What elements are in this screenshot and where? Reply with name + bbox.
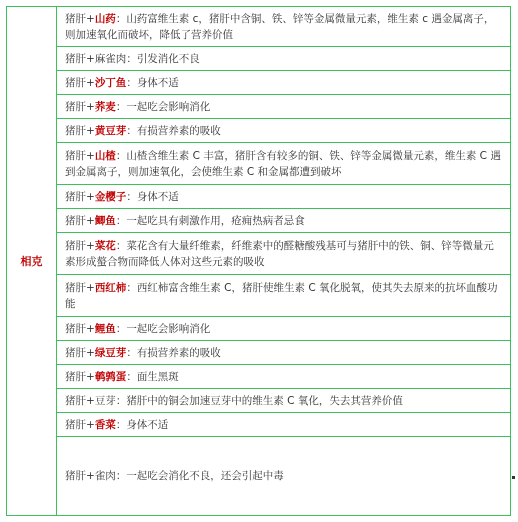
table-row: [57, 95, 510, 119]
row-prefix: 猪肝+: [65, 394, 95, 407]
row-text: [65, 213, 305, 229]
food-name: 菜花: [94, 239, 116, 252]
row-sep: ：: [115, 470, 127, 482]
food-name: 鹌鹑蛋: [94, 370, 127, 383]
table-row: [57, 119, 510, 143]
row-text: [65, 11, 504, 43]
table-row: [57, 437, 510, 515]
row-text: [65, 51, 200, 67]
row-text: [65, 280, 504, 312]
row-sep: ：: [126, 281, 137, 294]
table-row: [57, 389, 510, 413]
table-row: [57, 365, 510, 389]
table-row: [57, 341, 510, 365]
food-name: 山楂: [94, 149, 116, 162]
row-sep: ：: [115, 12, 127, 25]
food-name: 沙丁鱼: [94, 76, 127, 89]
row-desc: 身体不适: [136, 190, 179, 203]
table-row: [57, 47, 510, 71]
incompatibility-table: [6, 6, 511, 516]
row-text: [65, 369, 179, 385]
table-row: [57, 71, 510, 95]
row-desc: 有损营养素的吸收: [136, 346, 221, 359]
row-desc: 一起吃会影响消化: [126, 100, 211, 113]
food-name: 鲤鱼: [94, 322, 116, 335]
row-prefix: 猪肝+: [65, 76, 95, 89]
row-text: [65, 99, 210, 115]
row-desc: 山楂含维生素 C 丰富，猪肝含有较多的铜、铁、锌等金属微量元素，维生素 C 遇到金属离子，则加速氧化，会使维生素 C 和金属都遭到破坏: [65, 149, 501, 178]
row-text: [65, 321, 210, 337]
row-prefix: 猪肝+: [65, 239, 95, 252]
table-row: [57, 275, 510, 317]
food-name: 麻雀肉: [94, 52, 127, 65]
row-prefix: 猪肝+: [65, 322, 95, 335]
category-label: 相克: [20, 255, 43, 268]
table-row: [57, 143, 510, 185]
row-desc: 面生黑斑: [136, 370, 179, 383]
table-row: [57, 317, 510, 341]
row-sep: ：: [115, 418, 127, 431]
row-prefix: 猪肝+: [65, 346, 95, 359]
row-text: [65, 238, 504, 270]
row-sep: ：: [126, 76, 137, 89]
table-row: [57, 413, 510, 437]
row-text: [65, 417, 168, 433]
row-prefix: 猪肝+: [65, 418, 95, 431]
table-row: [57, 209, 510, 233]
row-sep: ：: [126, 346, 137, 359]
row-desc: 身体不适: [136, 76, 179, 89]
row-prefix: 猪肝+: [65, 214, 95, 227]
row-prefix: 猪肝+: [65, 281, 95, 294]
row-sep: ：: [115, 394, 127, 407]
row-desc: 一起吃具有刺激作用，疮痈热病者忌食: [126, 214, 305, 227]
row-sep: ：: [115, 100, 127, 113]
row-prefix: 猪肝+: [65, 124, 95, 137]
row-text: [65, 123, 221, 139]
table-row: [57, 185, 510, 209]
row-text: [65, 189, 179, 205]
row-prefix: 猪肝+: [65, 12, 95, 25]
row-sep: ：: [126, 124, 137, 137]
row-sep: ：: [115, 239, 127, 252]
food-name: 豆芽: [94, 394, 116, 407]
row-prefix: 猪肝+: [65, 100, 95, 113]
food-name: 金樱子: [94, 190, 127, 203]
row-text: [65, 468, 284, 484]
table-row: [57, 7, 510, 47]
food-name: 山药: [94, 12, 116, 25]
row-sep: ：: [115, 149, 127, 162]
row-sep: ：: [126, 52, 137, 65]
row-desc: 山药富维生素 c，猪肝中含铜、铁、锌等金属微量元素，维生素 c 遇金属离子，则加速氧化而破坏，降低了营养价值: [65, 12, 495, 41]
row-text: [65, 148, 504, 180]
food-name: 绿豆芽: [94, 346, 127, 359]
row-desc: 猪肝中的铜会加速豆芽中的维生素 C 氧化，失去其营养价值: [126, 394, 403, 407]
food-name: 黄豆芽: [94, 124, 127, 137]
food-name: 鲫鱼: [94, 214, 116, 227]
row-desc: 有损营养素的吸收: [136, 124, 221, 137]
row-sep: ：: [115, 214, 127, 227]
row-prefix: 猪肝+: [65, 52, 95, 65]
row-prefix: 猪肝+: [65, 149, 95, 162]
edge-dot: [512, 476, 515, 479]
row-text: [65, 75, 179, 91]
row-desc: 引发消化不良: [136, 52, 200, 65]
row-sep: ：: [126, 190, 137, 203]
row-text: [65, 345, 221, 361]
row-sep: ：: [126, 370, 137, 383]
table-row: [57, 233, 510, 275]
rows-container: [57, 7, 510, 515]
row-desc: 西红柿富含维生素 C，猪肝使维生素 C 氧化脱氧，使其失去原来的抗坏血酸功能: [65, 281, 498, 310]
row-desc: 身体不适: [126, 418, 169, 431]
food-name: 荞麦: [94, 100, 116, 113]
row-prefix: 猪肝+: [65, 470, 95, 482]
row-sep: ：: [115, 322, 127, 335]
food-name: 雀肉: [94, 470, 116, 482]
row-desc: 一起吃会消化不良，还会引起中毒: [126, 470, 284, 482]
row-prefix: 猪肝+: [65, 190, 95, 203]
row-prefix: 猪肝+: [65, 370, 95, 383]
row-desc: 一起吃会影响消化: [126, 322, 211, 335]
food-name: 西红柿: [94, 281, 127, 294]
row-text: [65, 393, 403, 409]
category-cell: [7, 7, 57, 515]
row-desc: 菜花含有大量纤维素，纤维素中的醛糖酸残基可与猪肝中的铁、铜、锌等微量元素形成螯合物而降低人体对这些元素的吸收: [65, 239, 494, 268]
food-name: 香菜: [94, 418, 116, 431]
